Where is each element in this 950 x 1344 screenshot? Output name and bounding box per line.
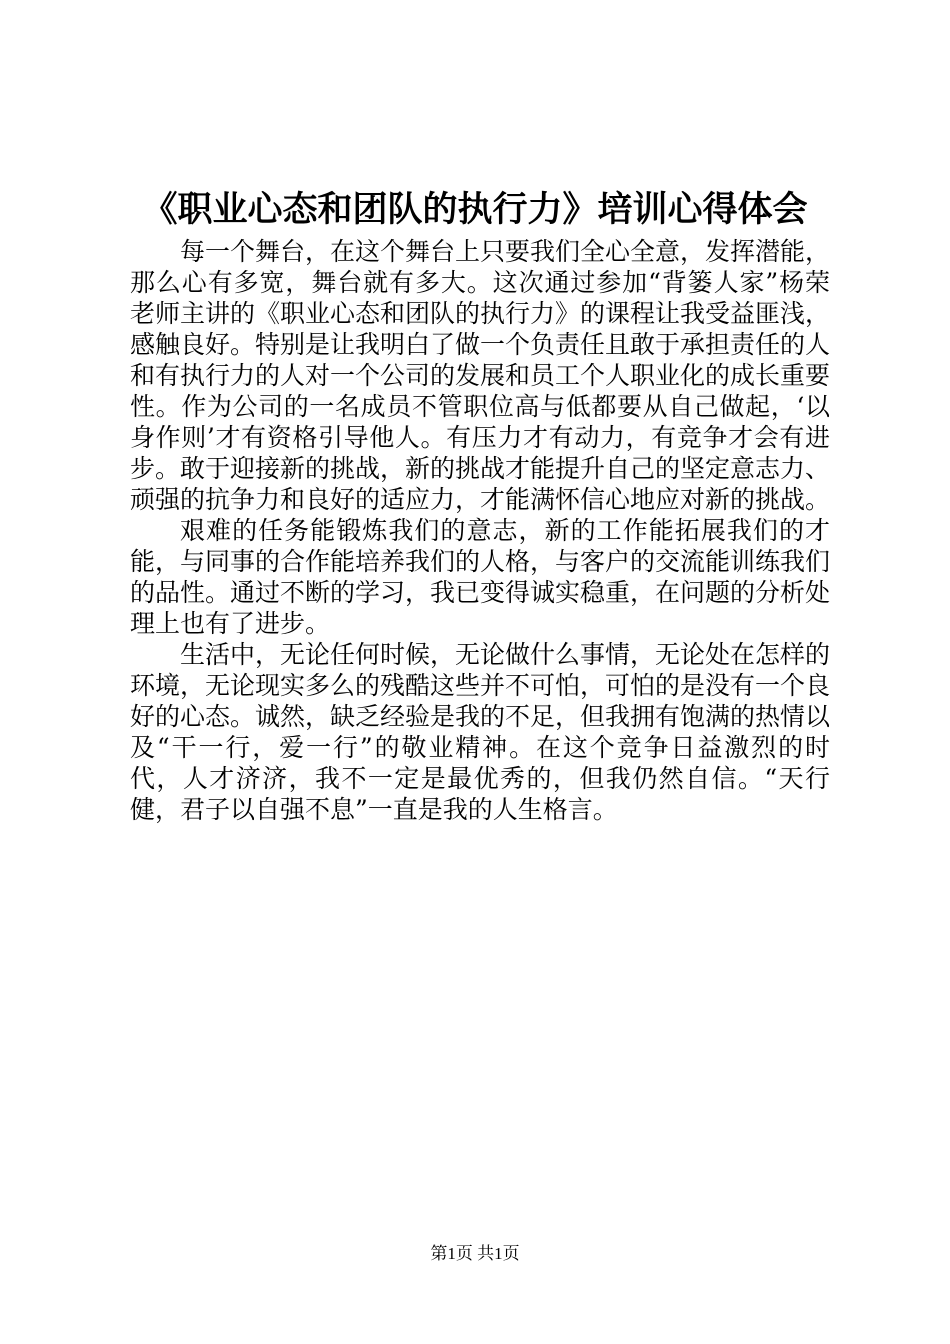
paragraph-2: 艰难的任务能锻炼我们的意志，新的工作能拓展我们的才能，与同事的合作能培养我们的人格，与客户的交流能训练我们的品性。通过不断的学习，我已变得诚实稳重，在问题的分析处理上也有了进步。 xyxy=(130,516,831,638)
document-title: 《职业心态和团队的执行力》培训心得体会 xyxy=(142,189,808,230)
paragraph-3: 生活中，无论任何时候，无论做什么事情，无论处在怎样的环境，无论现实多么的残酷这些并不可怕，可怕的是没有一个良好的心态。诚然，缺乏经验是我的不足，但我拥有饱满的热情以及“干一行，爱一行”的敬业精神。在这个竞争日益激烈的时代，人才济济，我不一定是最优秀的，但我仍然自信。“天行健，君子以自强不息”一直是我的人生格言。 xyxy=(130,640,831,824)
page-footer: 第1页 共1页 xyxy=(430,1244,520,1263)
paragraph-1: 每一个舞台，在这个舞台上只要我们全心全意，发挥潜能，那么心有多宽，舞台就有多大。这次通过参加“背篓人家”杨荣老师主讲的《职业心态和团队的执行力》的课程让我受益匪浅，感触良好。特别是让我明白了做一个负责任且敢于承担责任的人和有执行力的人对一个公司的发展和员工个人职业化的成长重要性。作为公司的一名成员不管职位高与低都要从自己做起，‘以身作则’才有资格引导他人。有压力才有动力，有竞争才会有进步。敢于迎接新的挑战，新的挑战才能提升自己的坚定意志力、顽强的抗争力和良好的适应力，才能满怀信心地应对新的挑战。 xyxy=(130,237,831,514)
document-body xyxy=(130,236,830,825)
